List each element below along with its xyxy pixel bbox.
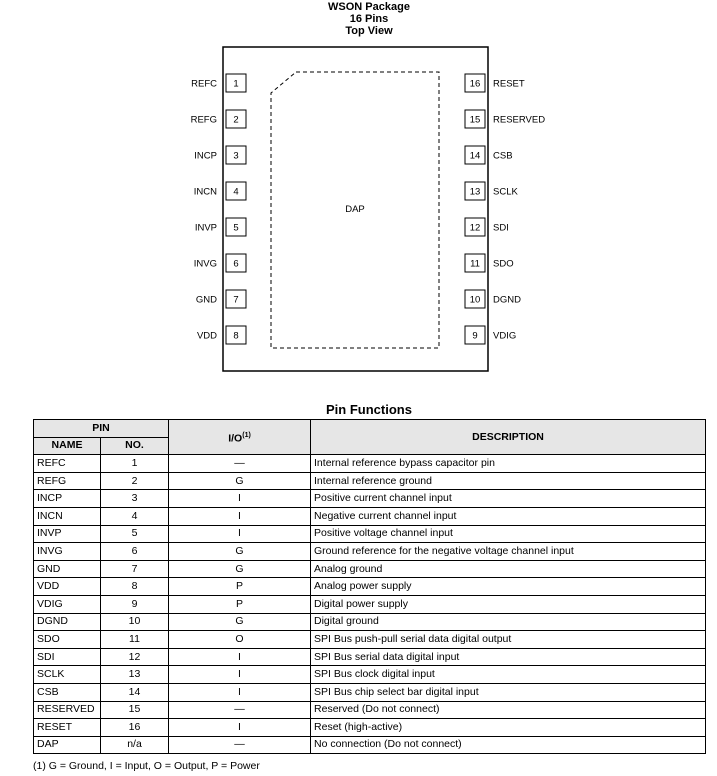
pin-label: VDIG bbox=[493, 330, 517, 342]
pin-number: 7 bbox=[233, 294, 239, 306]
table-row bbox=[34, 719, 706, 737]
pin-number: 16 bbox=[469, 78, 481, 90]
table-row bbox=[34, 543, 706, 561]
no-header: NO. bbox=[101, 437, 169, 455]
pin-label: SDI bbox=[493, 222, 509, 234]
description-cell: Analog ground bbox=[311, 560, 706, 578]
table-row bbox=[34, 507, 706, 525]
table-row bbox=[34, 648, 706, 666]
io-cell: G bbox=[169, 472, 311, 490]
pin-name-cell: RESERVED bbox=[34, 701, 101, 719]
pin-number-cell: 7 bbox=[101, 560, 169, 578]
pin-label: SDO bbox=[493, 258, 514, 270]
pin-number-cell: 1 bbox=[101, 455, 169, 473]
io-cell: — bbox=[169, 701, 311, 719]
pin-number-cell: 12 bbox=[101, 648, 169, 666]
io-cell: G bbox=[169, 613, 311, 631]
pin-label: CSB bbox=[493, 150, 513, 162]
io-cell: G bbox=[169, 543, 311, 561]
io-cell: P bbox=[169, 595, 311, 613]
pin-number-cell: 10 bbox=[101, 613, 169, 631]
pin-number: 11 bbox=[470, 258, 480, 270]
pin-label: GND bbox=[195, 294, 217, 306]
pin-name-cell: INCN bbox=[34, 507, 101, 525]
io-cell: I bbox=[169, 719, 311, 737]
pin-number: 3 bbox=[233, 150, 239, 162]
pin-number-cell: 4 bbox=[101, 507, 169, 525]
pin-name-cell: SDI bbox=[34, 648, 101, 666]
pin-number: 2 bbox=[233, 114, 239, 126]
pin-number: 10 bbox=[469, 294, 481, 306]
pin-number-cell: 5 bbox=[101, 525, 169, 543]
table-body bbox=[34, 455, 706, 754]
dap-label: DAP bbox=[345, 204, 365, 215]
pin-name-cell: REFC bbox=[34, 455, 101, 473]
io-cell: I bbox=[169, 525, 311, 543]
pin-number-cell: 13 bbox=[101, 666, 169, 684]
pin-group-header: PIN bbox=[34, 420, 169, 438]
pin-label: INCP bbox=[194, 150, 217, 162]
table-row bbox=[34, 455, 706, 473]
pin-name-cell: VDD bbox=[34, 578, 101, 596]
pin-number-cell: 2 bbox=[101, 472, 169, 490]
description-cell: Digital power supply bbox=[311, 595, 706, 613]
pin-label: SCLK bbox=[493, 186, 518, 198]
table-row bbox=[34, 666, 706, 684]
description-cell: Digital ground bbox=[311, 613, 706, 631]
table-row bbox=[34, 560, 706, 578]
description-cell: Negative current channel input bbox=[311, 507, 706, 525]
description-header: DESCRIPTION bbox=[311, 420, 706, 455]
pin-name-cell: REFG bbox=[34, 472, 101, 490]
description-cell: Positive voltage channel input bbox=[311, 525, 706, 543]
pin-name-cell: DGND bbox=[34, 613, 101, 631]
pin-number: 6 bbox=[233, 258, 239, 270]
description-cell: Internal reference bypass capacitor pin bbox=[311, 455, 706, 473]
pin-number: 1 bbox=[233, 78, 239, 90]
pin-name-cell: INVG bbox=[34, 543, 101, 561]
pin-number: 5 bbox=[233, 222, 239, 234]
name-header: NAME bbox=[34, 437, 101, 455]
io-cell: I bbox=[169, 507, 311, 525]
pin-number: 15 bbox=[469, 114, 481, 126]
io-cell: I bbox=[169, 490, 311, 508]
pin-number: 9 bbox=[472, 330, 478, 342]
pin-number-cell: 9 bbox=[101, 595, 169, 613]
pin-label: DGND bbox=[493, 294, 521, 306]
description-cell: SPI Bus serial data digital input bbox=[311, 648, 706, 666]
pin-label: INVG bbox=[193, 258, 217, 270]
pin-label: RESERVED bbox=[493, 114, 546, 126]
io-cell: O bbox=[169, 631, 311, 649]
pin-name-cell: SDO bbox=[34, 631, 101, 649]
description-cell: SPI Bus clock digital input bbox=[311, 666, 706, 684]
description-cell: No connection (Do not connect) bbox=[311, 736, 706, 754]
io-cell: I bbox=[169, 648, 311, 666]
io-cell: I bbox=[169, 666, 311, 684]
table-row bbox=[34, 490, 706, 508]
io-cell: I bbox=[169, 683, 311, 701]
table-title: Pin Functions bbox=[326, 402, 412, 417]
description-cell: Ground reference for the negative voltage channel input bbox=[311, 543, 706, 561]
table-row bbox=[34, 472, 706, 490]
package-title-line: 16 Pins bbox=[349, 13, 389, 25]
pin-label: REFC bbox=[191, 78, 217, 90]
pin-name-cell: DAP bbox=[34, 736, 101, 754]
table-row bbox=[34, 595, 706, 613]
package-title-line: Top View bbox=[345, 25, 393, 37]
io-header: $I/O^{(1)}$ bbox=[169, 420, 311, 455]
table-row bbox=[34, 578, 706, 596]
pin-number: 14 bbox=[469, 150, 481, 162]
table-row bbox=[34, 683, 706, 701]
pin-name-cell: CSB bbox=[34, 683, 101, 701]
description-cell: Reserved (Do not connect) bbox=[311, 701, 706, 719]
io-cell: P bbox=[169, 578, 311, 596]
pin-number-cell: n/a bbox=[101, 736, 169, 754]
pin-label: REFG bbox=[190, 114, 217, 126]
pin-number-cell: 8 bbox=[101, 578, 169, 596]
footnote: (1) G = Ground, I = Input, O = Output, P = Power bbox=[33, 760, 260, 772]
pin-number: 8 bbox=[233, 330, 239, 342]
pin-number-cell: 3 bbox=[101, 490, 169, 508]
table-row bbox=[34, 525, 706, 543]
io-cell: — bbox=[169, 736, 311, 754]
table-row bbox=[34, 631, 706, 649]
pin-number-cell: 15 bbox=[101, 701, 169, 719]
pin-label: INVP bbox=[194, 222, 217, 234]
pin-number-cell: 16 bbox=[101, 719, 169, 737]
pin-label: INCN bbox=[193, 186, 217, 198]
pin-name-cell: INVP bbox=[34, 525, 101, 543]
pin-number: 4 bbox=[233, 186, 239, 198]
table-row bbox=[34, 701, 706, 719]
io-cell: — bbox=[169, 455, 311, 473]
pin-name-cell: SCLK bbox=[34, 666, 101, 684]
pin-number: 12 bbox=[469, 222, 481, 234]
description-cell: Positive current channel input bbox=[311, 490, 706, 508]
pin-number-cell: 14 bbox=[101, 683, 169, 701]
description-cell: Internal reference ground bbox=[311, 472, 706, 490]
pin-number-cell: 6 bbox=[101, 543, 169, 561]
table-row bbox=[34, 613, 706, 631]
package-title-line: WSON Package bbox=[328, 1, 410, 13]
pin-label: RESET bbox=[493, 78, 525, 90]
pin-name-cell: GND bbox=[34, 560, 101, 578]
pin-number-cell: 11 bbox=[101, 631, 169, 649]
description-cell: Analog power supply bbox=[311, 578, 706, 596]
pin-name-cell: VDIG bbox=[34, 595, 101, 613]
pin-number: 13 bbox=[469, 186, 481, 198]
io-cell: G bbox=[169, 560, 311, 578]
table-row bbox=[34, 736, 706, 754]
pin-name-cell: INCP bbox=[34, 490, 101, 508]
pin-label: VDD bbox=[196, 330, 217, 342]
description-cell: SPI Bus push-pull serial data digital output bbox=[311, 631, 706, 649]
description-cell: Reset (high-active) bbox=[311, 719, 706, 737]
pin-functions-table bbox=[33, 419, 706, 754]
description-cell: SPI Bus chip select bar digital input bbox=[311, 683, 706, 701]
pin-name-cell: RESET bbox=[34, 719, 101, 737]
